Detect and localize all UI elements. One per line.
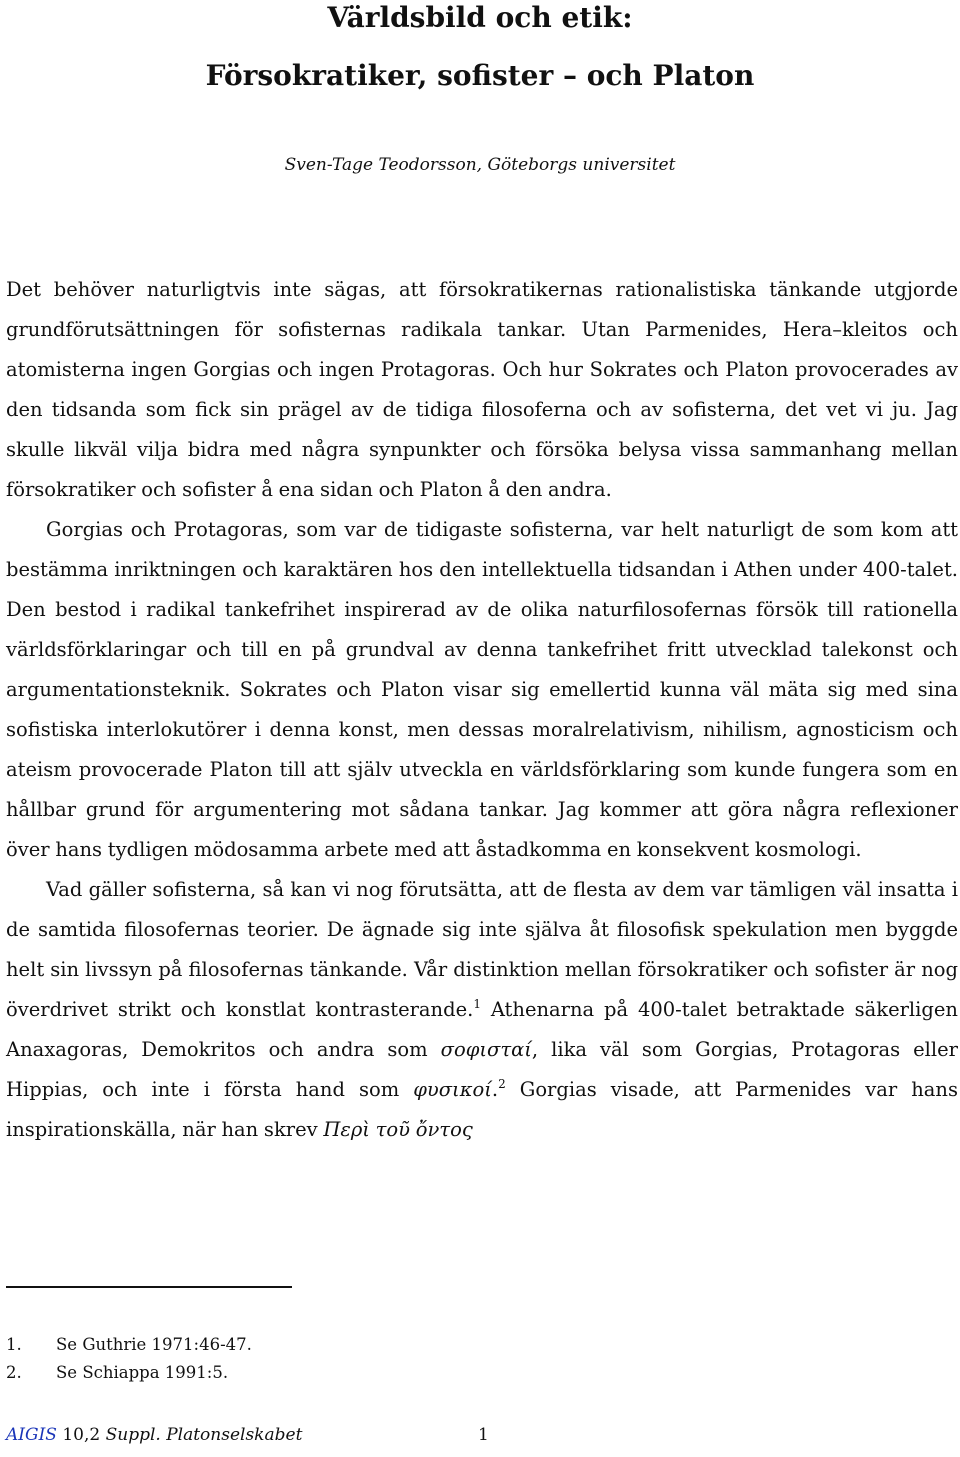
paragraph-3-text-c: , lika väl som Gorgias, Protagoras eller Hippias, och inte i första hand som (6, 1038, 958, 1101)
footnotes (6, 1331, 606, 1387)
footnote-divider (6, 1286, 292, 1288)
greek-term-peri-tou-ontos: Περὶ τοῦ ὄντος (323, 1118, 473, 1141)
paragraph-3-text-a: Vad gäller sofisterna, så kan vi nog förutsätta, att de flesta av dem var tämligen väl insatta i de samtida filosofernas teorier. De ägnade sig inte själva åt filosofisk spekulation men byggde helt sin livssyn på filosofernas tänkande. Vår distinktion mellan försokratiker och sofister är nog överdrivet strikt och konstlat kontrasterande. (6, 878, 958, 1021)
article-title: Världsbild och etik: (327, 1, 633, 34)
greek-term-physikoi: φυσικοί (413, 1078, 492, 1101)
paragraph-3 (6, 870, 958, 1150)
footnote-number: 2. (6, 1363, 22, 1382)
footnote-text: Se Guthrie 1971:46-47. (56, 1335, 252, 1354)
paragraph-3-text-d: . (491, 1078, 499, 1101)
footnote-1 (6, 1331, 606, 1359)
paragraph-3-text-b: Athenarna på 400-talet betraktade säkerligen Anaxagoras, Demokritos och andra som (6, 998, 958, 1061)
footnote-ref-2[interactable]: 2 (498, 1077, 506, 1091)
footnote-number: 1. (6, 1335, 22, 1354)
paragraph-2: Gorgias och Protagoras, som var de tidigaste sofisterna, var helt naturligt de som kom att bestämma inriktningen och karaktären hos den intellektuella tidsandan i Athen under 400-talet. Den bestod i radikal tankefrihet inspirerad av de olika naturfilosofernas försök till rationella världsförklaringar och till en på grundval av denna tankefrihet fritt utvecklad talekonst och argumentationsteknik. Sokrates och Platon visar sig emellertid kunna väl mäta sig med sina sofistiska interlokutörer i denna konst, men dessas moralrelativism, nihilism, agnosticism och ateism provocerade Platon till att själv utveckla en världsförklaring som kunde fungera som en hållbar grund för argumentering mot sådana tankar. Jag kommer att göra några reflexioner över hans tydligen mödosamma arbete med att åstadkomma en konsekvent kosmologi. (6, 518, 958, 861)
journal-link[interactable]: AIGIS (6, 1425, 57, 1445)
greek-term-sophistai: σοφισταί (440, 1038, 532, 1061)
page-footer (6, 1422, 906, 1448)
journal-supplement: Suppl. Platonselskabet (105, 1425, 303, 1445)
author-affiliation: Sven-Tage Teodorsson, Göteborgs universitet (284, 155, 676, 175)
paragraph-3-text-e: Gorgias visade, att Parmenides var hans inspirationskälla, när han skrev (6, 1078, 958, 1141)
footnote-ref-1[interactable]: 1 (473, 997, 481, 1011)
footnote-2 (6, 1359, 606, 1387)
footnote-text: Se Schiappa 1991:5. (56, 1363, 229, 1382)
article-subtitle: Försokratiker, sofister – och Platon (205, 59, 755, 92)
page-number: 1 (478, 1425, 489, 1445)
journal-volume: 10,2 (62, 1425, 101, 1445)
article-body (6, 270, 958, 1150)
paragraph-1: Det behöver naturligtvis inte sägas, att försokratikernas rationalistiska tänkande utgjorde grundförutsättningen för sofisternas radikala tankar. Utan Parmenides, Hera–kleitos och atomisterna ingen Gorgias och ingen Protagoras. Och hur Sokrates och Platon provocerades av den tidsanda som fick sin prägel av de tidiga filosoferna och av sofisterna, det vet vi ju. Jag skulle likväl vilja bidra med några synpunkter och försöka belysa vissa sammanhang mellan försokratiker och sofister å ena sidan och Platon å den andra. (6, 278, 958, 501)
